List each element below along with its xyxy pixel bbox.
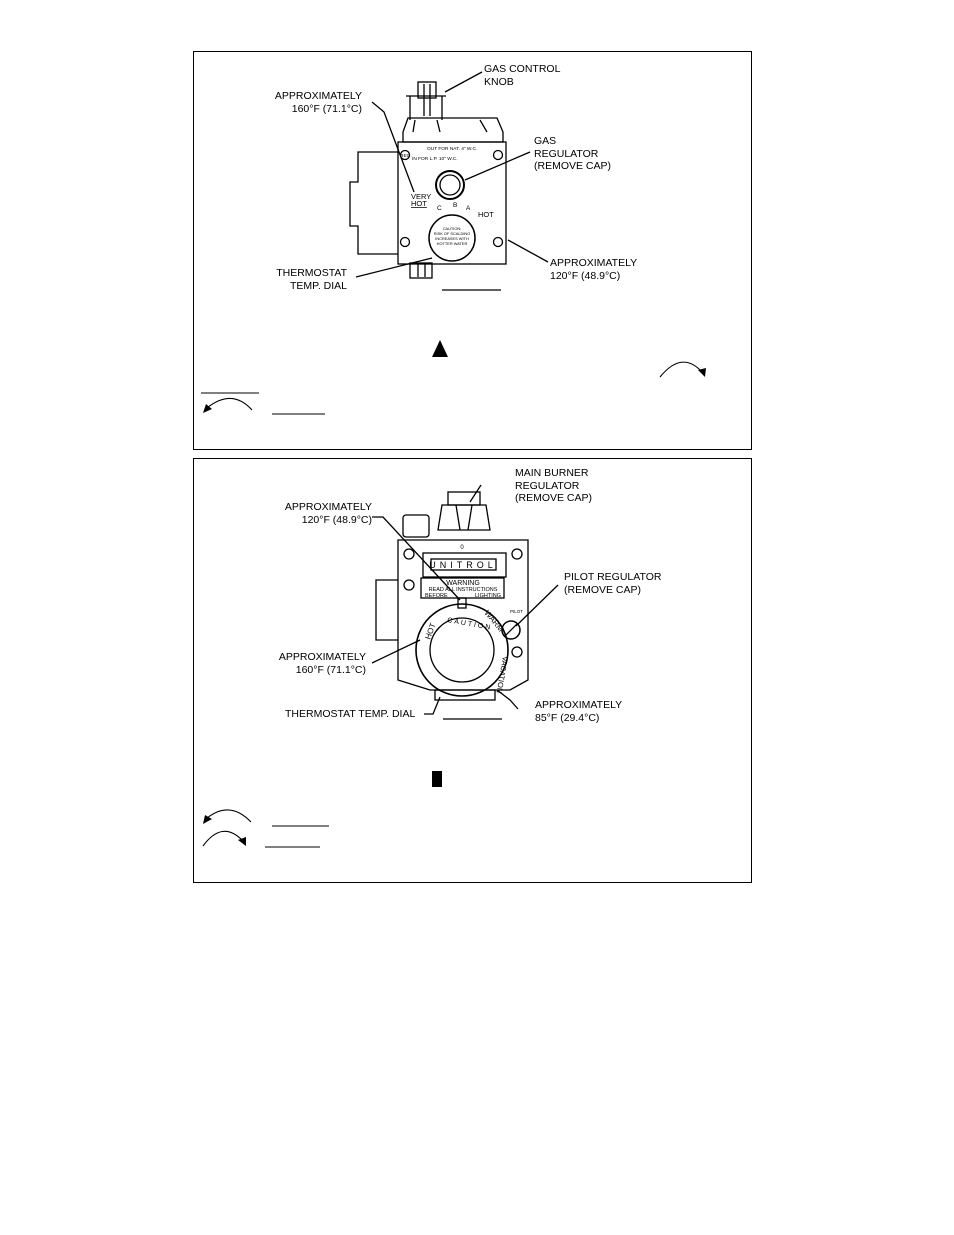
lighting-text: LIGHTING: [475, 593, 501, 599]
caution-text: CAUTION: [446, 617, 493, 632]
warning-text: WARNING: [446, 580, 480, 587]
svg-text:CAUTION:: CAUTION:: [442, 226, 462, 231]
pilot-text: PILOT: [510, 609, 524, 614]
gas-regulator-label: GAS REGULATOR (REMOVE CAP): [534, 135, 612, 172]
warm-text: WARM: [482, 608, 506, 634]
bottom-hot-text: HOT: [423, 621, 438, 641]
dial-letter-a: A: [466, 205, 471, 212]
main-burner-regulator-label: MAIN BURNER REGULATOR (REMOVE CAP): [515, 467, 593, 504]
bottom-cw-arrowhead-icon: [238, 837, 246, 846]
top-thermostat-dial-label: THERMOSTAT TEMP. DIAL: [276, 267, 347, 292]
reg-text: REG.: [400, 154, 412, 159]
svg-text:INCREASES WITH: INCREASES WITH: [435, 236, 469, 241]
out-for-nat-text: OUT FOR NAT. 4" W.C.: [427, 147, 478, 152]
bottom-ccw-arrow-icon: [207, 810, 251, 822]
bottom-ccw-arrowhead-icon: [203, 815, 212, 824]
very-hot-text-2: HOT: [411, 199, 427, 208]
bottom-approx-85-label: APPROXIMATELY 85°F (29.4°C): [535, 699, 623, 724]
vacation-text: VACATION: [494, 655, 510, 694]
gas-control-knob-label: GAS CONTROL KNOB: [484, 63, 561, 88]
svg-text:HOTTER WATER: HOTTER WATER: [436, 241, 468, 246]
dial-letter-b: B: [453, 202, 458, 209]
unitrol-text: UNITROL: [429, 560, 497, 570]
top-approx-120-label: APPROXIMATELY 120°F (48.9°C): [550, 257, 638, 282]
top-hot-text: HOT: [478, 210, 494, 219]
very-hot-text: VERY: [411, 192, 432, 201]
in-for-lp-text: IN FOR L.P. 10" W.C.: [412, 157, 458, 162]
top-approx-160-label: APPROXIMATELY 160°F (71.1°C): [274, 90, 362, 115]
bottom-approx-120-label: APPROXIMATELY 120°F (48.9°C): [284, 501, 372, 526]
bottom-approx-160-label: APPROXIMATELY 160°F (71.1°C): [278, 651, 366, 676]
top-mark-text: 0: [460, 545, 464, 551]
read-all-text: READ ALL INSTRUCTIONS: [428, 587, 498, 593]
bottom-thermostat-dial-label: THERMOSTAT TEMP. DIAL: [285, 708, 416, 720]
dial-letter-c: C: [437, 205, 442, 212]
svg-text:RISK OF SCALDING: RISK OF SCALDING: [433, 231, 471, 236]
marker-block: [432, 771, 442, 787]
pilot-regulator-label: PILOT REGULATOR (REMOVE CAP): [564, 571, 662, 596]
before-text: BEFORE: [425, 593, 448, 599]
bottom-cw-arrow-icon: [203, 831, 242, 846]
